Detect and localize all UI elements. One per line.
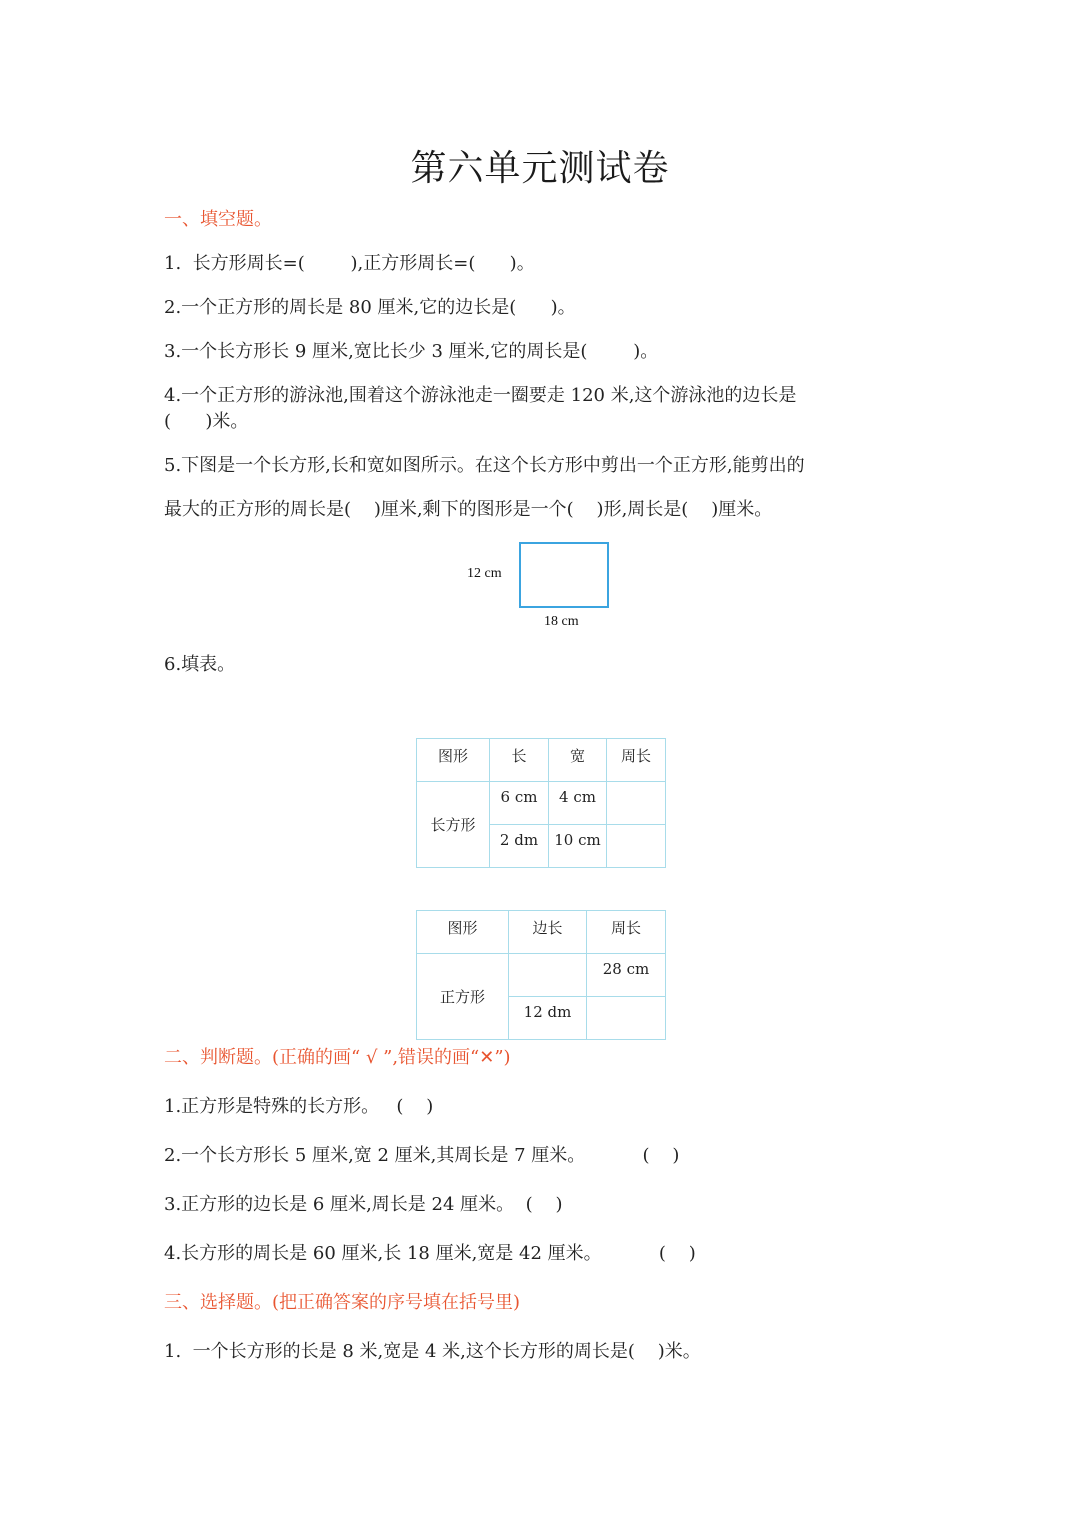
question-1-4-line1: 4.一个正方形的游泳池,围着这个游泳池走一圈要走 120 米,这个游泳池的边长是 xyxy=(164,385,797,406)
table-cell: 4 cm xyxy=(549,782,607,825)
table-cell xyxy=(607,782,666,825)
question-1-3: 3.一个长方形长 9 厘米,宽比长少 3 厘米,它的周长是( )。 xyxy=(164,341,659,362)
section-2-heading: 二、判断题。(正确的画“ √ ”,错误的画“✕”) xyxy=(164,1047,511,1068)
table-cell-shape: 长方形 xyxy=(417,782,490,868)
section-1-heading: 一、填空题。 xyxy=(164,209,272,230)
question-1-5-line1: 5.下图是一个长方形,长和宽如图所示。在这个长方形中剪出一个正方形,能剪出的 xyxy=(164,455,805,476)
rectangle-shape xyxy=(519,542,609,608)
table-cell: 10 cm xyxy=(549,825,607,868)
page-title: 第六单元测试卷 xyxy=(410,148,670,189)
table-header: 图形 xyxy=(417,739,490,782)
rectangle-table xyxy=(416,738,666,868)
question-2-1: 1.正方形是特殊的长方形。 ( ) xyxy=(164,1096,434,1117)
table-cell xyxy=(607,825,666,868)
table-cell: 28 cm xyxy=(587,954,666,997)
question-2-2: 2.一个长方形长 5 厘米,宽 2 厘米,其周长是 7 厘米。 ( ) xyxy=(164,1145,680,1166)
table-cell: 12 dm xyxy=(509,997,587,1040)
question-1-1: 1. 长方形周长=( ),正方形周长=( )。 xyxy=(164,253,535,274)
square-table xyxy=(416,910,666,1040)
table-cell: 2 dm xyxy=(490,825,549,868)
table-cell xyxy=(509,954,587,997)
width-label: 12 cm xyxy=(467,566,502,581)
question-2-3: 3.正方形的边长是 6 厘米,周长是 24 厘米。 ( ) xyxy=(164,1194,563,1215)
question-1-6: 6.填表。 xyxy=(164,654,236,675)
table-cell: 6 cm xyxy=(490,782,549,825)
length-label: 18 cm xyxy=(544,614,579,629)
question-1-4-line2: ( )米。 xyxy=(164,411,249,432)
table-header: 长 xyxy=(490,739,549,782)
table-cell xyxy=(587,997,666,1040)
question-2-4: 4.长方形的周长是 60 厘米,长 18 厘米,宽是 42 厘米。 ( ) xyxy=(164,1243,696,1264)
table-header: 周长 xyxy=(607,739,666,782)
table-cell-shape: 正方形 xyxy=(417,954,509,1040)
table-header: 图形 xyxy=(417,911,509,954)
table-header: 周长 xyxy=(587,911,666,954)
question-1-2: 2.一个正方形的周长是 80 厘米,它的边长是( )。 xyxy=(164,297,576,318)
section-3-heading: 三、选择题。(把正确答案的序号填在括号里) xyxy=(164,1292,521,1313)
question-1-5-line2: 最大的正方形的周长是( )厘米,剩下的图形是一个( )形,周长是( )厘米。 xyxy=(164,499,773,520)
table-header: 边长 xyxy=(509,911,587,954)
question-3-1: 1. 一个长方形的长是 8 米,宽是 4 米,这个长方形的周长是( )米。 xyxy=(164,1341,701,1362)
table-header: 宽 xyxy=(549,739,607,782)
